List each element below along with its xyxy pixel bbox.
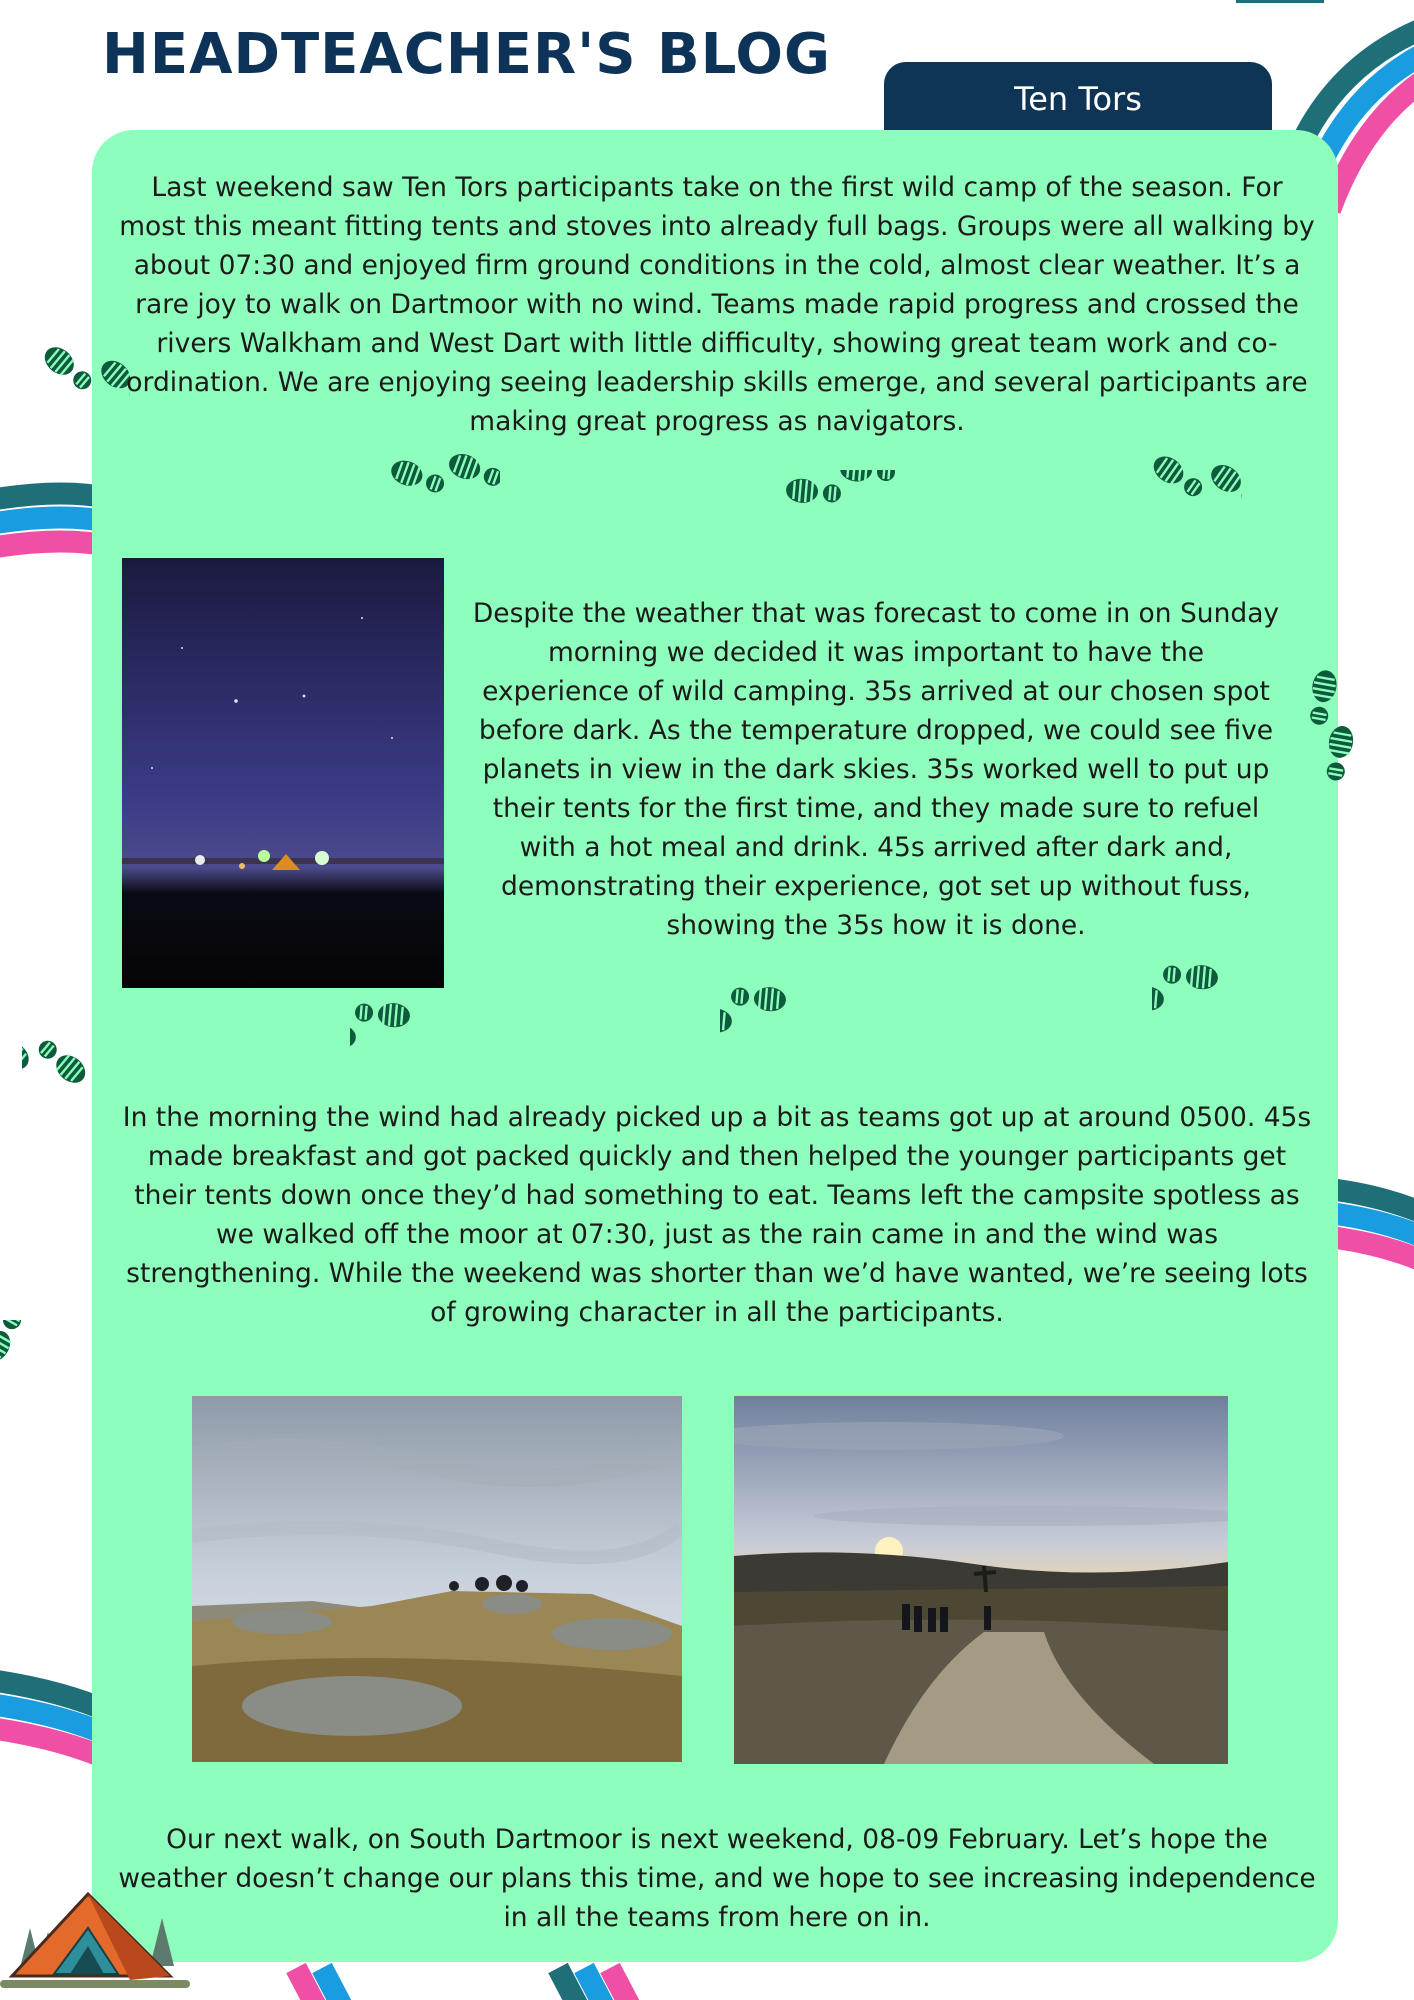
- footprints-icon: [390, 448, 500, 558]
- night-camp-photo: [122, 558, 444, 988]
- tor-group-photo: [192, 1396, 682, 1762]
- footprints-icon: [1152, 956, 1282, 1056]
- footprints-icon: [0, 1320, 90, 1400]
- tab-ten-tors[interactable]: Ten Tors: [884, 62, 1272, 140]
- footprints-icon: [720, 978, 850, 1078]
- camp-paragraph: Despite the weather that was forecast to come in on Sunday morning we decided it was important to have the experience of wild camping. 35s arrived at our chosen spot before dark. As the temperature dropped, we could see five planets in view in the dark skies. 35s worked well to put up their tents for the first time, and they made sure to refuel with a hot meal and drink. 45s arrived after dark and, demonstrating their experience, got set up without fuss, showing the 35s how it is done.: [472, 598, 1280, 941]
- footprints-icon: [40, 340, 130, 470]
- footprints-icon: [1302, 660, 1382, 790]
- footprints-icon: [350, 996, 470, 1096]
- footprints-icon: [1152, 456, 1242, 576]
- intro-paragraph: Last weekend saw Ten Tors participants take on the first wild camp of the season. For most this meant fitting tents and stoves into already full bags. Groups were all walking by about 07:30 and enjoyed firm ground conditions in the cold, almost clear weather. It’s a rare joy to walk on Dartmoor with no wind. Teams made rapid progress and crossed the rivers Walkham and West Dart with little difficulty, showing great team work and co-ordination. We are enjoying seeing leadership skills emerge, and several participants are making great progress as navigators.: [119, 172, 1315, 437]
- tent-icon: [0, 1858, 190, 2000]
- closing-paragraph: Our next walk, on South Dartmoor is next weekend, 08-09 February. Let’s hope the weather doesn’t change our plans this time, and we hope to see increasing independence in all the teams from here on in.: [118, 1824, 1316, 1933]
- morning-paragraph: In the morning the wind had already picked up a bit as teams got up at around 0500. 45s made breakfast and got packed quickly and then helped the younger participants get their tents down once they’d had something to eat. Teams left the campsite spotless as we walked off the moor at 07:30, just as the rain came in and the wind was strengthening. While the weekend was shorter than we’d have wanted, we’re seeing lots of growing character in all the participants.: [122, 1102, 1312, 1328]
- dawn-walk-photo: [734, 1396, 1228, 1764]
- footprints-icon: [776, 470, 906, 570]
- page-title: HEADTEACHER'S BLOG: [102, 22, 831, 87]
